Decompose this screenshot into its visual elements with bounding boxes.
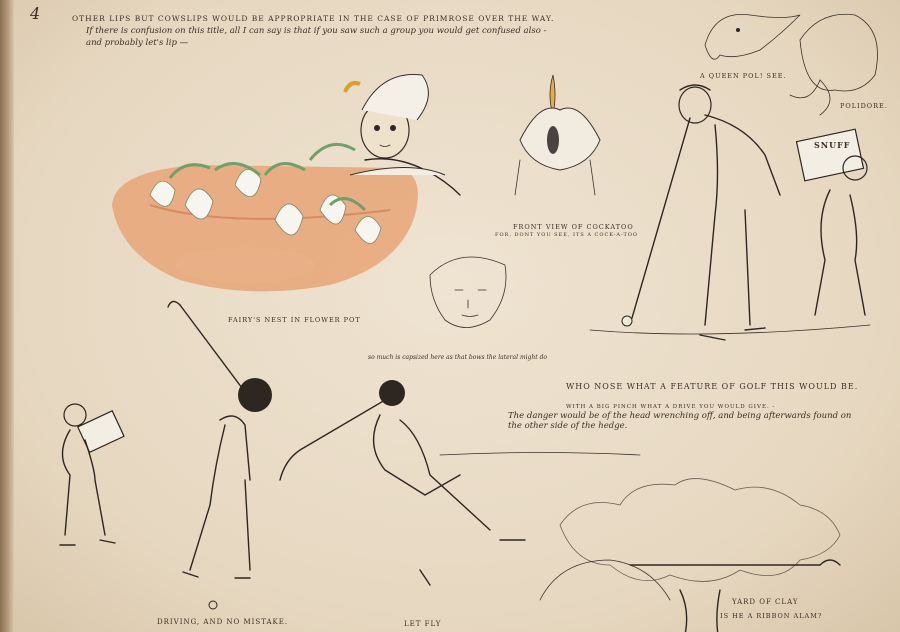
header-note-2: and probably let's lip — xyxy=(86,38,189,48)
label-snuff: SNUFF xyxy=(814,140,851,150)
caption-let-fly: LET FLY xyxy=(404,620,442,628)
header-note-1: If there is confusion on this title, all I can say is that if you saw such a group you would get confused also - xyxy=(86,26,547,36)
caption-queen-pol: A QUEEN POL! SEE. xyxy=(700,72,787,80)
polidore-man-sketch xyxy=(790,14,878,115)
boy-face-sketch xyxy=(430,257,506,328)
caption-yard-of-clay: YARD OF CLAY xyxy=(732,598,799,606)
caption-cockatoo-title: FRONT VIEW OF COCKATOO xyxy=(513,223,634,231)
header-line: OTHER LIPS BUT COWSLIPS WOULD BE APPROPRIATE IN THE CASE OF PRIMROSE OVER THE WAY. xyxy=(72,14,555,23)
nose-golfer-standing xyxy=(590,85,870,340)
caption-capsized: so much is capsized here as that bows the lateral might do xyxy=(368,354,548,361)
caption-danger-1: The danger would be of the head wrenching off, and being afterwards found on xyxy=(508,411,852,421)
fairy-nest-illustration xyxy=(112,74,460,291)
boy-with-snuff-box xyxy=(796,129,867,315)
caption-ribbon-alam: IS HE A RIBBON ALAM? xyxy=(720,612,823,620)
driving-golfer xyxy=(168,301,272,609)
caption-danger-2: the other side of the hedge. xyxy=(508,421,628,431)
yard-of-clay-illustration xyxy=(540,479,840,632)
cockatoo-front-illustration xyxy=(515,75,600,195)
caption-cockatoo-sub: FOR, DONT YOU SEE, ITS A COCK-A-TOO xyxy=(495,232,639,238)
caption-driving: DRIVING, AND NO MISTAKE. xyxy=(157,618,289,626)
page-number: 4 xyxy=(30,4,41,23)
boy-with-snuff-box-left xyxy=(60,404,124,545)
caption-who-nose: WHO NOSE WHAT A FEATURE OF GOLF THIS WOULD BE. xyxy=(566,382,859,391)
caption-polidore: POLIDORE. xyxy=(840,102,888,110)
caption-fairy-nest: FAIRY'S NEST IN FLOWER POT xyxy=(228,316,361,324)
parrot-head-sketch xyxy=(705,14,800,59)
caption-big-pinch: WITH A BIG PINCH WHAT A DRIVE YOU WOULD GIVE. - xyxy=(566,404,776,410)
